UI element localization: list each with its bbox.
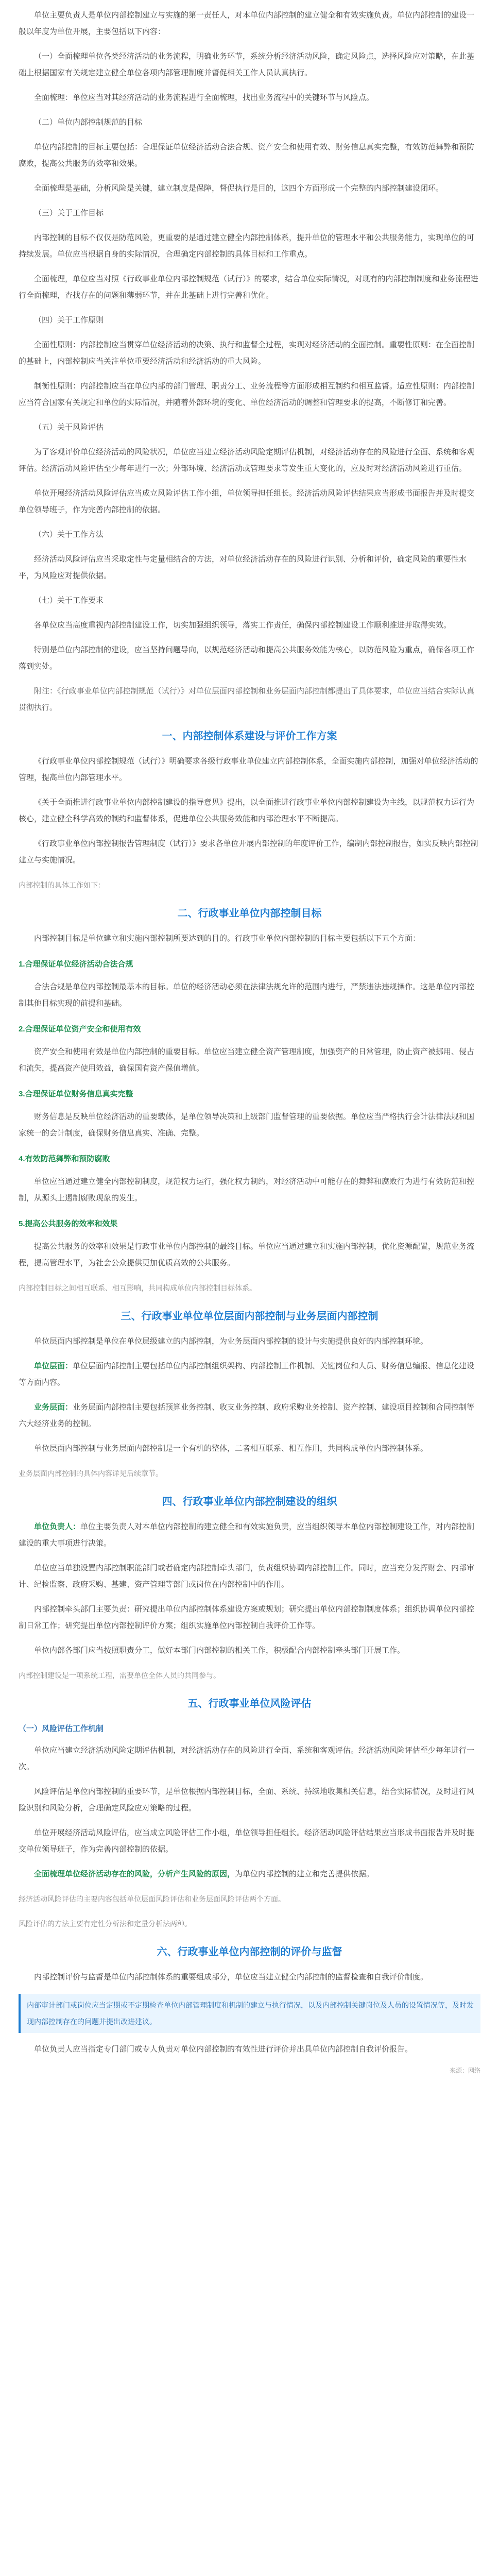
intro-paragraph: 制衡性原则：内部控制应当在单位内部的部门管理、职责分工、业务流程等方面形成相互制约和相互监督。适应性原则：内部控制应当符合国家有关规定和单位的实际情况，并随着外部环境的变化、单位经济活动的调整和管理要求的提高，不断修订和完善。 (19, 382, 475, 407)
highlight-text: 业务层面内部控制主要包括预算业务控制、收支业务控制、政府采购业务控制、资产控制、建设项目控制和合同控制等六大经济业务的控制。 (19, 1403, 475, 1428)
section-paragraph: 单位层面内部控制与业务层面内部控制是一个有机的整体，二者相互联系、相互作用，共同构成单位内部控制体系。 (34, 1444, 428, 1453)
section-note: 内部控制的具体工作如下： (19, 881, 105, 889)
section-paragraph: 单位负责人应当指定专门部门或专人负责对单位内部控制的有效性进行评价并出具单位内部控制自我评价报告。 (34, 2045, 413, 2054)
section-note: 业务层面内部控制的具体内容详见后续章节。 (19, 1469, 163, 1478)
section-paragraph: 单位应当通过建立健全内部控制制度，规范权力运行，强化权力制约，对经济活动中可能存在的舞弊和腐败行为进行有效防范和控制，从源头上遏制腐败现象的发生。 (19, 1177, 475, 1202)
intro-paragraph: （三）关于工作目标 (34, 209, 104, 217)
highlight-label: 单位负责人： (34, 1522, 81, 1531)
section-paragraph: 单位应当建立经济活动风险定期评估机制，对经济活动存在的风险进行全面、系统和客观评估。经济活动风险评估至少每年进行一次。 (19, 1746, 475, 1771)
highlight-text: 单位层面内部控制主要包括单位内部控制组织架构、内部控制工作机制、关键岗位和人员、财务信息编报、信息化建设等方面内容。 (19, 1362, 475, 1387)
section-paragraph (19, 1519, 480, 1552)
callout-box: 内部审计部门或岗位应当定期或不定期检查单位内部管理制度和机制的建立与执行情况，以及内部控制关键岗位及人员的设置情况等，及时发现内部控制存在的问题并提出改进建议。 (19, 1994, 480, 2033)
section-paragraph: 内部控制目标是单位建立和实施内部控制所要达到的目的。行政事业单位内部控制的目标主要包括以下五个方面： (34, 934, 421, 943)
section-paragraph (19, 1399, 480, 1432)
intro-paragraph: 全面梳理，单位应当对照《行政事业单位内部控制规范（试行）》的要求，结合单位实际情况，对现有的内部控制制度和业务流程进行全面梳理，查找存在的问题和薄弱环节，并在此基础上进行完善和优化。 (19, 275, 478, 300)
intro-paragraph: 为了客观评价单位经济活动的风险状况，单位应当建立经济活动风险定期评估机制，对经济活动存在的风险进行全面、系统和客观评估。经济活动风险评估至少每年进行一次；外部环境、经济活动或管理要求等发生重大变化的，应及时对经济活动风险进行重估。 (19, 448, 475, 473)
highlight-label: 业务层面： (34, 1403, 73, 1412)
intro-note: 附注：《行政事业单位内部控制规范（试行）》对单位层面内部控制和业务层面内部控制都提出了具体要求，单位应当结合实际认真贯彻执行。 (19, 687, 475, 712)
section-note: 内部控制建设是一项系统工程，需要单位全体人员的共同参与。 (19, 1671, 220, 1680)
highlight-text: 全面梳理单位经济活动存在的风险，分析产生风险的原因， (34, 1870, 235, 1878)
section-note: 内部控制目标之间相互联系、相互影响，共同构成单位内部控制目标体系。 (19, 1284, 256, 1292)
section-paragraph: 《行政事业单位内部控制规范（试行）》明确要求各级行政事业单位建立内部控制体系，全面实施内部控制，加强对单位经济活动的管理，提高单位内部管理水平。 (19, 757, 478, 782)
section-note: 经济活动风险评估的主要内容包括单位层面风险评估和业务层面风险评估两个方面。 (19, 1895, 285, 1903)
section-heading: 三、行政事业单位单位层面内部控制与业务层面内部控制 (121, 1311, 378, 1322)
subsection-heading: 3.合理保证单位财务信息真实完整 (19, 1090, 133, 1098)
intro-paragraph: 全面梳理：单位应当对其经济活动的业务流程进行全面梳理，找出业务流程中的关键环节与风险点。 (34, 93, 374, 102)
section-heading: 二、行政事业单位内部控制目标 (177, 908, 322, 919)
paragraph-text: 为单位内部控制的建立和完善提供依据。 (235, 1870, 374, 1878)
intro-paragraph: 内部控制的目标不仅仅是防范风险，更重要的是通过建立健全内部控制体系，提升单位的管理水平和公共服务能力，实现单位的可持续发展。单位应当根据自身的实际情况，合理确定内部控制的具体目标和工作重点。 (19, 233, 475, 259)
section-heading: 一、内部控制体系建设与评价工作方案 (162, 731, 337, 742)
section-paragraph: 风险评估是单位内部控制的重要环节，是单位根据内部控制目标，全面、系统、持续地收集相关信息，结合实际情况，及时进行风险识别和风险分析，合理确定风险应对策略的过程。 (19, 1787, 475, 1812)
intro-paragraph: （五）关于风险评估 (34, 423, 104, 432)
section-heading: 六、行政事业单位内部控制的评价与监督 (157, 1946, 342, 1958)
intro-paragraph: 全面梳理是基础，分析风险是关键，建立制度是保障，督促执行是目的，这四个方面形成一个完整的内部控制建设闭环。 (34, 184, 444, 193)
section-paragraph: 财务信息是反映单位经济活动的重要载体，是单位领导决策和上级部门监督管理的重要依据。单位应当严格执行会计法律法规和国家统一的会计制度，确保财务信息真实、准确、完整。 (19, 1112, 475, 1138)
intro-paragraph: 经济活动风险评估应当采取定性与定量相结合的方法，对单位经济活动存在的风险进行识别、分析和评价，确定风险的重要性水平，为风险应对提供依据。 (19, 555, 467, 580)
intro-paragraph: 各单位应当高度重视内部控制建设工作，切实加强组织领导，落实工作责任，确保内部控制建设工作顺利推进并取得实效。 (34, 621, 452, 630)
section-paragraph: 《行政事业单位内部控制报告管理制度（试行）》要求各单位开展内部控制的年度评价工作，编制内部控制报告，如实反映内部控制建立与实施情况。 (19, 839, 478, 865)
section-paragraph: 单位层面内部控制是单位在单位层级建立的内部控制，为业务层面内部控制的设计与实施提供良好的内部控制环境。 (34, 1337, 428, 1346)
section-paragraph (19, 1358, 480, 1391)
intro-paragraph: （六）关于工作方法 (34, 530, 104, 539)
intro-paragraph: 全面性原则：内部控制应当贯穿单位经济活动的决策、执行和监督全过程，实现对经济活动的全面控制。重要性原则：在全面控制的基础上，内部控制应当关注单位重要经济活动和经济活动的重大风险。 (19, 341, 475, 366)
section-paragraph: 《关于全面推进行政事业单位内部控制建设的指导意见》提出，以全面推进行政事业单位内部控制建设为主线，以规范权力运行为核心，建立健全科学高效的制约和监督体系，促进单位公共服务效能和内部治理水平不断提高。 (19, 798, 475, 823)
subsection-heading: 2.合理保证单位资产安全和使用有效 (19, 1025, 141, 1033)
section-paragraph: 单位开展经济活动风险评估，应当成立风险评估工作小组，单位领导担任组长。经济活动风险评估结果应当形成书面报告并及时提交单位领导班子，作为完善内部控制的依据。 (19, 1828, 475, 1854)
section-note: 风险评估的方法主要有定性分析法和定量分析法两种。 (19, 1920, 192, 1928)
section-paragraph (19, 1866, 480, 1883)
intro-paragraph: 单位开展经济活动风险评估应当成立风险评估工作小组，单位领导担任组长。经济活动风险评估结果应当形成书面报告并及时提交单位领导班子，作为完善内部控制的依据。 (19, 489, 475, 514)
highlight-label: 单位层面： (34, 1362, 73, 1370)
section-paragraph: 内部控制牵头部门主要负责：研究提出单位内部控制体系建设方案或规划；研究提出单位内部控制制度体系；组织协调单位内部控制日常工作；研究提出单位内部控制评价方案；组织实施单位内部控制自我评价工作等。 (19, 1605, 475, 1630)
subsection-heading: 1.合理保证单位经济活动合法合规 (19, 960, 133, 969)
intro-paragraph: 特别是单位内部控制的建设，应当坚持问题导向，以规范经济活动和提高公共服务效能为核心，以防范风险为重点，确保各项工作落到实处。 (19, 646, 475, 671)
subsection-heading: 4.有效防范舞弊和预防腐败 (19, 1155, 110, 1163)
section-paragraph: 单位内部各部门应当按照职责分工，做好本部门内部控制的相关工作，积极配合内部控制牵头部门开展工作。 (34, 1646, 405, 1655)
subsection-heading: 5.提高公共服务的效率和效果 (19, 1219, 118, 1228)
intro-section (19, 7, 480, 716)
section-paragraph: 内部控制评价与监督是单位内部控制体系的重要组成部分，单位应当建立健全内部控制的监督检查和自我评价制度。 (34, 1973, 428, 1981)
source-footer: 来源：网络 (449, 2067, 480, 2074)
section-heading: 四、行政事业单位内部控制建设的组织 (162, 1496, 337, 1507)
section-paragraph: 资产安全和使用有效是单位内部控制的重要目标。单位应当建立健全资产管理制度，加强资产的日常管理，防止资产被挪用、侵占和流失，提高资产使用效益，确保国有资产保值增值。 (19, 1047, 475, 1073)
intro-paragraph: （二）单位内部控制规范的目标 (34, 118, 143, 127)
section-paragraph: 提高公共服务的效率和效果是行政事业单位内部控制的最终目标。单位应当通过建立和实施内部控制，优化资源配置，规范业务流程，提高管理水平，为社会公众提供更加优质高效的公共服务。 (19, 1242, 475, 1267)
section-paragraph: 合法合规是单位内部控制最基本的目标。单位的经济活动必须在法律法规允许的范围内进行，严禁违法违规操作。这是单位内部控制其他目标实现的前提和基础。 (19, 982, 475, 1008)
highlight-text: 单位主要负责人对本单位内部控制的建立健全和有效实施负责，应当组织领导本单位内部控制建设工作，对内部控制建设的重大事项进行决策。 (19, 1522, 475, 1548)
section-heading: 五、行政事业单位风险评估 (187, 1698, 312, 1709)
section-paragraph: 单位应当单独设置内部控制职能部门或者确定内部控制牵头部门，负责组织协调内部控制工作。同时，应当充分发挥财会、内部审计、纪检监察、政府采购、基建、资产管理等部门或岗位在内部控制中的作用。 (19, 1564, 475, 1589)
intro-paragraph: 单位主要负责人是单位内部控制建立与实施的第一责任人，对本单位内部控制的建立健全和有效实施负责。单位内部控制的建设一般以年度为单位开展，主要包括以下内容： (19, 11, 475, 36)
intro-paragraph: （一）全面梳理单位各类经济活动的业务流程，明确业务环节，系统分析经济活动风险，确定风险点，选择风险应对策略，在此基础上根据国家有关规定建立健全单位各项内部管理制度并督促相关工作人员认真执行。 (19, 52, 475, 77)
subsection-heading: （一）风险评估工作机制 (19, 1724, 104, 1733)
intro-paragraph: （四）关于工作原则 (34, 316, 104, 325)
intro-paragraph: 单位内部控制的目标主要包括：合理保证单位经济活动合法合规、资产安全和使用有效、财务信息真实完整，有效防范舞弊和预防腐败，提高公共服务的效率和效果。 (19, 143, 475, 168)
intro-paragraph: （七）关于工作要求 (34, 596, 104, 605)
